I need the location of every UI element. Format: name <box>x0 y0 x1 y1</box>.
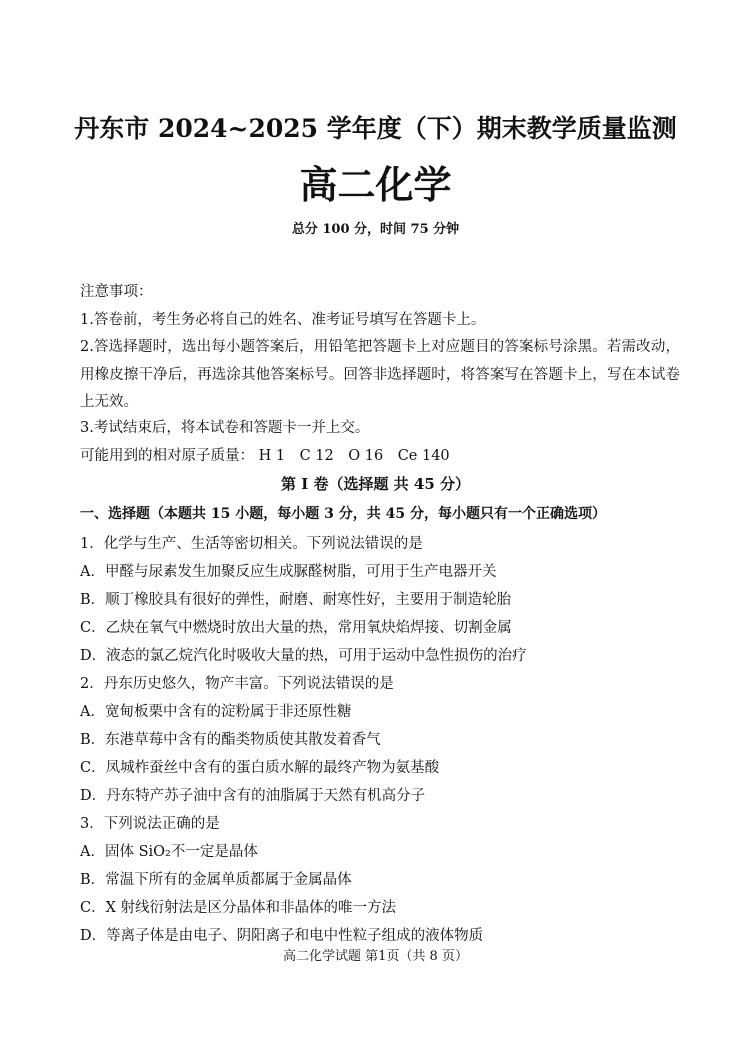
question-option: D．等离子体是由电子、阴阳离子和电中性粒子组成的液体物质 <box>80 928 484 944</box>
question-option: C．X 射线衍射法是区分晶体和非晶体的唯一方法 <box>80 900 397 916</box>
choice-heading: 一、选择题（本题共 15 小题，每小题 3 分，共 45 分，每小题只有一个正确选项） <box>80 506 606 522</box>
exam-title: 丹东市 2024~2025 学年度（下）期末教学质量监测 <box>74 114 677 143</box>
notice-item-1: 1.答卷前，考生务必将自己的姓名、准考证号填写在答题卡上。 <box>80 312 486 328</box>
subject-title: 高二化学 <box>299 163 452 207</box>
question-option: C．乙炔在氧气中燃烧时放出大量的热，常用氧炔焰焊接、切割金属 <box>80 620 512 636</box>
question-stem: 1．化学与生产、生活等密切相关。下列说法错误的是 <box>80 536 423 552</box>
question-option: B．常温下所有的金属单质都属于金属晶体 <box>80 872 352 888</box>
question-option: A．宽甸板栗中含有的淀粉属于非还原性糖 <box>80 704 352 720</box>
question-option: A．甲醛与尿素发生加聚反应生成脲醛树脂，可用于生产电器开关 <box>80 564 497 580</box>
page-footer: 高二化学试题 第1页（共 8 页） <box>283 949 468 964</box>
question-stem: 2．丹东历史悠久，物产丰富。下列说法错误的是 <box>80 676 394 692</box>
question-option: B．顺丁橡胶具有很好的弹性，耐磨、耐寒性好，主要用于制造轮胎 <box>80 592 512 608</box>
question-option: B．东港草莓中含有的酯类物质使其散发着香气 <box>80 732 381 748</box>
question-option: D．丹东特产苏子油中含有的油脂属于天然有机高分子 <box>80 788 426 804</box>
part-title: 第 Ⅰ 卷（选择题 共 45 分） <box>280 475 470 493</box>
exam-info: 总分 100 分，时间 75 分钟 <box>291 222 460 237</box>
question-option: D．液态的氯乙烷汽化时吸收大量的热，可用于运动中急性损伤的治疗 <box>80 648 527 664</box>
question-stem: 3．下列说法正确的是 <box>80 816 220 832</box>
notice-item-2: 2.答选择题时，选出每小题答案后，用铅笔把答题卡上对应题目的答案标号涂黑。若需改动，用橡皮擦干净后，再选涂其他答案标号。回答非选择题时，将答案写在答题卡上，写在本试卷上无效。 <box>80 339 680 410</box>
notice-heading: 注意事项： <box>80 284 153 300</box>
atomic-masses: 可能用到的相对原子质量： H 1 C 12 O 16 Ce 140 <box>80 448 450 464</box>
question-option: A．固体 SiO₂不一定是晶体 <box>80 844 258 860</box>
question-option: C．凤城柞蚕丝中含有的蛋白质水解的最终产物为氨基酸 <box>80 760 440 776</box>
notice-item-3: 3.考试结束后，将本试卷和答题卡一并上交。 <box>80 420 370 436</box>
